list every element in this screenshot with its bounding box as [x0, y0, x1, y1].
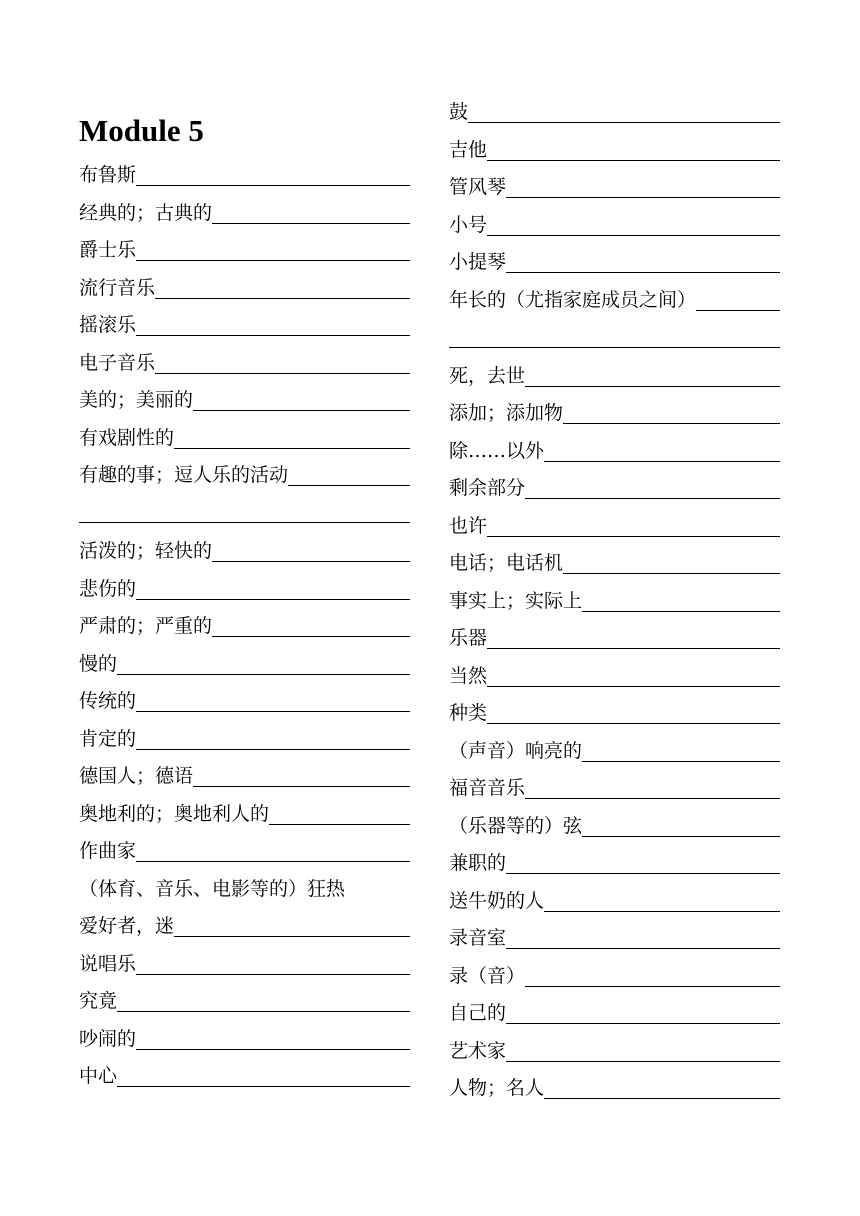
vocab-term: 管风琴: [449, 175, 507, 198]
vocab-term: 人物；名人: [449, 1076, 545, 1099]
vocab-row: [449, 727, 780, 765]
vocab-term: 说唱乐: [79, 952, 137, 975]
vocab-row: [449, 764, 780, 802]
vocab-row: [449, 539, 780, 577]
vocab-row: [449, 352, 780, 390]
vocab-row: [79, 151, 410, 189]
vocab-term: 摇滚乐: [79, 313, 137, 336]
answer-blank[interactable]: [212, 560, 410, 562]
vocab-term: 德国人；德语: [79, 764, 194, 787]
answer-blank-continued[interactable]: [449, 347, 780, 348]
answer-blank[interactable]: [155, 372, 410, 374]
vocab-row: [79, 790, 410, 828]
vocab-row: [79, 301, 410, 339]
vocab-row: [79, 264, 410, 302]
answer-blank[interactable]: [506, 1060, 780, 1062]
answer-blank[interactable]: [269, 823, 410, 825]
vocab-row: [449, 689, 780, 727]
vocab-row: [449, 1064, 780, 1102]
answer-blank[interactable]: [193, 785, 410, 787]
answer-blank[interactable]: [506, 872, 780, 874]
vocab-row: [449, 276, 780, 314]
vocab-term: 吉他: [449, 138, 488, 161]
answer-blank[interactable]: [487, 535, 780, 537]
vocab-term: 录（音）: [449, 964, 526, 987]
vocab-row: [449, 577, 780, 615]
vocab-row: [79, 565, 410, 603]
vocab-term: 福音音乐: [449, 776, 526, 799]
page-title: Module 5: [79, 113, 204, 148]
vocab-row: [79, 451, 410, 489]
answer-blank[interactable]: [136, 334, 410, 336]
answer-blank[interactable]: [136, 184, 410, 186]
vocab-term: （乐器等的）弦: [449, 814, 583, 837]
answer-blank[interactable]: [506, 1022, 780, 1024]
vocab-term: 美的；美丽的: [79, 388, 194, 411]
answer-blank[interactable]: [136, 710, 410, 712]
vocab-row: [449, 238, 780, 276]
vocab-term: 中心: [79, 1064, 118, 1087]
vocab-row: [79, 715, 410, 753]
answer-blank[interactable]: [544, 1097, 780, 1099]
vocab-row: [79, 827, 410, 865]
answer-blank[interactable]: [174, 935, 410, 937]
answer-blank[interactable]: [506, 271, 780, 273]
answer-blank[interactable]: [487, 234, 780, 236]
vocab-term: 事实上；实际上: [449, 589, 583, 612]
vocab-row: [449, 427, 780, 465]
vocab-row: [449, 163, 780, 201]
vocab-row: [79, 940, 410, 978]
answer-blank[interactable]: [506, 196, 780, 198]
answer-blank-continued[interactable]: [79, 522, 410, 523]
vocab-row: [79, 527, 410, 565]
answer-blank[interactable]: [136, 860, 410, 862]
answer-blank[interactable]: [212, 635, 410, 637]
answer-blank[interactable]: [136, 1048, 410, 1050]
answer-blank[interactable]: [582, 835, 780, 837]
vocab-term: 录音室: [449, 926, 507, 949]
vocab-term: 传统的: [79, 689, 137, 712]
vocab-row: [449, 877, 780, 915]
vocab-row: [79, 414, 410, 452]
vocab-term: 肯定的: [79, 727, 137, 750]
vocab-term: 添加；添加物: [449, 401, 564, 424]
answer-blank[interactable]: [136, 748, 410, 750]
vocab-term: 作曲家: [79, 839, 137, 862]
vocab-term: 送牛奶的人: [449, 889, 545, 912]
vocab-term: 爵士乐: [79, 238, 137, 261]
vocab-row: [449, 1027, 780, 1065]
vocab-term: 活泼的；轻快的: [79, 539, 213, 562]
vocab-row: [79, 865, 410, 903]
vocab-term: 电子音乐: [79, 351, 156, 374]
answer-blank[interactable]: [468, 121, 780, 123]
vocab-term: 种类: [449, 701, 488, 724]
vocab-term: 兼职的: [449, 851, 507, 874]
answer-blank[interactable]: [563, 572, 780, 574]
vocab-term: 电话；电话机: [449, 551, 564, 574]
answer-blank[interactable]: [136, 259, 410, 261]
vocab-row: [449, 952, 780, 990]
vocab-term: 也许: [449, 514, 488, 537]
answer-blank[interactable]: [193, 409, 410, 411]
answer-blank[interactable]: [582, 760, 780, 762]
vocab-row: [449, 839, 780, 877]
vocab-row: [449, 914, 780, 952]
vocab-row: [79, 640, 410, 678]
answer-blank[interactable]: [487, 685, 780, 687]
vocab-term: 小提琴: [449, 250, 507, 273]
answer-blank[interactable]: [544, 910, 780, 912]
vocab-row: [79, 189, 410, 227]
answer-blank[interactable]: [117, 1010, 410, 1012]
vocab-row: [449, 464, 780, 502]
vocab-term: 奥地利的；奥地利人的: [79, 802, 270, 825]
answer-blank[interactable]: [544, 460, 780, 462]
vocab-row: [449, 126, 780, 164]
answer-blank[interactable]: [582, 610, 780, 612]
vocab-term: （声音）响亮的: [449, 739, 583, 762]
vocab-term: 剩余部分: [449, 476, 526, 499]
vocab-term: 死，去世: [449, 364, 526, 387]
vocab-term: 除……以外: [449, 439, 545, 462]
vocab-term: 有趣的事；逗人乐的活动: [79, 463, 289, 486]
answer-blank[interactable]: [155, 297, 410, 299]
vocab-row: [79, 1015, 410, 1053]
answer-blank[interactable]: [563, 422, 780, 424]
vocab-term: 究竟: [79, 989, 118, 1012]
vocab-row: [79, 752, 410, 790]
vocab-term: 经典的；古典的: [79, 201, 213, 224]
answer-blank[interactable]: [117, 1085, 410, 1087]
vocab-term: 慢的: [79, 652, 118, 675]
vocab-row: [449, 88, 780, 126]
answer-blank[interactable]: [506, 947, 780, 949]
vocab-term: 吵闹的: [79, 1027, 137, 1050]
vocab-row: [79, 376, 410, 414]
vocab-row: [79, 1052, 410, 1090]
vocab-row: [79, 602, 410, 640]
answer-blank[interactable]: [487, 647, 780, 649]
vocab-term: 小号: [449, 213, 488, 236]
vocab-term: 爱好者，迷: [79, 914, 175, 937]
vocab-row: [449, 201, 780, 239]
vocab-term: 流行音乐: [79, 276, 156, 299]
answer-blank[interactable]: [525, 497, 780, 499]
answer-blank[interactable]: [525, 985, 780, 987]
answer-blank[interactable]: [174, 447, 410, 449]
vocab-row: [449, 989, 780, 1027]
vocab-row: [79, 677, 410, 715]
vocab-term: 艺术家: [449, 1039, 507, 1062]
vocab-row: [449, 389, 780, 427]
answer-blank[interactable]: [117, 673, 410, 675]
vocab-term: 严肃的；严重的: [79, 614, 213, 637]
answer-blank[interactable]: [487, 159, 780, 161]
answer-blank[interactable]: [525, 385, 780, 387]
vocab-row: [79, 902, 410, 940]
vocab-term: 年长的（尤指家庭成员之间）: [449, 288, 697, 311]
vocab-term: 当然: [449, 664, 488, 687]
vocab-term: 有戏剧性的: [79, 426, 175, 449]
answer-blank[interactable]: [288, 484, 410, 486]
vocab-row: [449, 614, 780, 652]
answer-blank[interactable]: [487, 722, 780, 724]
vocab-term: 悲伤的: [79, 577, 137, 600]
vocab-row: [449, 652, 780, 690]
vocab-row: [449, 502, 780, 540]
vocab-term: 自己的: [449, 1001, 507, 1024]
answer-blank[interactable]: [525, 797, 780, 799]
vocab-row: [79, 226, 410, 264]
vocab-row: [449, 802, 780, 840]
vocab-term: 布鲁斯: [79, 163, 137, 186]
answer-blank[interactable]: [696, 309, 780, 311]
vocab-row: [79, 977, 410, 1015]
vocab-row: [79, 339, 410, 377]
vocab-term: 乐器: [449, 626, 488, 649]
answer-blank[interactable]: [212, 222, 410, 224]
answer-blank[interactable]: [136, 973, 410, 975]
vocab-term: 鼓: [449, 100, 469, 123]
vocab-term: （体育、音乐、电影等的）狂热: [79, 877, 346, 900]
answer-blank[interactable]: [136, 598, 410, 600]
